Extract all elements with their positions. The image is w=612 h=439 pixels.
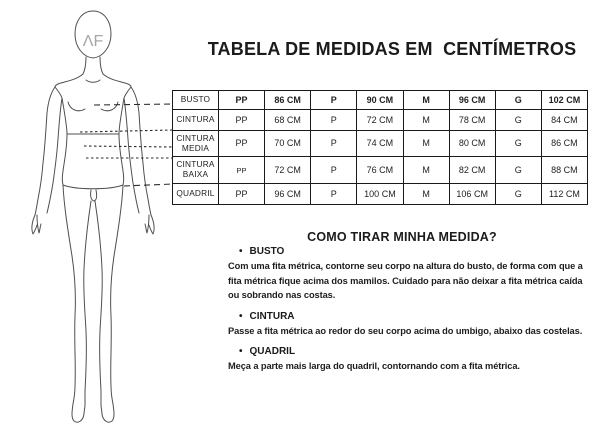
bust-measure-line	[94, 104, 173, 105]
size-value-cell: M	[403, 91, 449, 110]
size-value-cell: G	[495, 157, 541, 184]
size-value-cell: G	[495, 91, 541, 110]
hip-contour-line	[63, 185, 123, 189]
instruction-term-label: CINTURA	[249, 310, 295, 322]
right-leg	[95, 185, 123, 405]
instructions-heading: COMO TIRAR MINHA MEDIDA?	[307, 230, 497, 244]
size-value-cell: 84 CM	[541, 110, 587, 131]
torso-outline	[62, 98, 124, 185]
size-value-cell: 74 CM	[357, 131, 403, 157]
size-value-cell: 72 CM	[265, 157, 311, 184]
size-value-cell: 96 CM	[265, 184, 311, 205]
page-title: TABELA DE MEDIDAS EM CENTÍMETROS	[207, 39, 577, 59]
size-table-row	[173, 131, 588, 157]
measure-label-cell: CINTURA	[173, 110, 219, 131]
size-table-body	[173, 91, 588, 205]
size-value-cell: M	[403, 131, 449, 157]
right-foot	[101, 404, 114, 422]
instruction-text: Com uma fita métrica, contorne seu corpo na altura do busto, de forma com que a fita métrica fique acima dos mamilos. Cuidado para não deixar a fita métrica caída ou sobrando nas costas.	[228, 261, 583, 301]
brand-monogram: ΛF	[82, 33, 104, 50]
instructions-list	[228, 246, 584, 382]
measure-label-cell: CINTURA BAIXA	[173, 157, 219, 184]
left-hand	[32, 215, 41, 234]
size-table-row	[173, 184, 588, 205]
size-value-cell: M	[403, 184, 449, 205]
size-value-cell: M	[403, 157, 449, 184]
size-table-row	[173, 157, 588, 184]
size-value-cell: 68 CM	[265, 110, 311, 131]
size-value-cell: 86 CM	[265, 91, 311, 110]
bullet-icon: •	[239, 310, 243, 322]
size-value-cell: P	[311, 157, 357, 184]
size-value-cell: P	[311, 184, 357, 205]
measure-label-cell: BUSTO	[173, 91, 219, 110]
size-value-cell: G	[495, 131, 541, 157]
left-leg	[63, 185, 91, 405]
instruction-term	[228, 246, 584, 257]
size-value-cell: G	[495, 110, 541, 131]
size-value-cell: 70 CM	[265, 131, 311, 157]
bullet-icon: •	[239, 246, 243, 257]
size-value-cell: 102 CM	[541, 91, 587, 110]
instruction-term-label: BUSTO	[249, 246, 285, 257]
size-value-cell: 72 CM	[357, 110, 403, 131]
size-value-cell: 106 CM	[449, 184, 495, 205]
hip-measure-line	[124, 184, 173, 186]
size-value-cell: 96 CM	[449, 91, 495, 110]
size-value-cell: PP	[219, 184, 265, 205]
neck-lines	[83, 57, 103, 74]
size-value-cell: 76 CM	[357, 157, 403, 184]
instruction-item	[228, 311, 584, 339]
instruction-item	[228, 246, 584, 303]
instruction-term	[228, 346, 584, 357]
croquis-figure	[0, 0, 178, 439]
instruction-term	[228, 311, 584, 322]
bullet-icon: •	[239, 346, 243, 358]
instruction-text: Meça a parte mais larga do quadril, contornando com a fita métrica.	[228, 361, 520, 372]
size-value-cell: 112 CM	[541, 184, 587, 205]
size-value-cell: 100 CM	[357, 184, 403, 205]
instruction-text: Passe a fita métrica ao redor do seu corpo acima do umbigo, abaixo das costelas.	[228, 325, 583, 336]
size-value-cell: PP	[219, 157, 265, 184]
size-value-cell: PP	[219, 131, 265, 157]
left-arm	[35, 87, 62, 215]
size-table	[172, 90, 588, 205]
size-table-row	[173, 110, 588, 131]
crotch-line	[91, 190, 97, 201]
bust-curves	[68, 102, 118, 111]
size-value-cell: P	[311, 110, 357, 131]
size-value-cell: 82 CM	[449, 157, 495, 184]
size-value-cell: 78 CM	[449, 110, 495, 131]
size-value-cell: PP	[219, 91, 265, 110]
size-table-row	[173, 91, 588, 110]
instruction-item	[228, 346, 584, 374]
size-value-cell: P	[311, 91, 357, 110]
shoulder-lines	[55, 74, 131, 87]
right-arm	[124, 87, 151, 215]
measure-label-cell: QUADRIL	[173, 184, 219, 205]
size-value-cell: 80 CM	[449, 131, 495, 157]
size-value-cell: P	[311, 131, 357, 157]
size-value-cell: 88 CM	[541, 157, 587, 184]
size-value-cell: 86 CM	[541, 131, 587, 157]
waist-measure-line	[80, 130, 173, 132]
left-foot	[72, 404, 85, 422]
size-value-cell: PP	[219, 110, 265, 131]
measure-label-cell: CINTURA MEDIA	[173, 131, 219, 157]
size-value-cell: 90 CM	[357, 91, 403, 110]
size-value-cell: G	[495, 184, 541, 205]
size-value-cell: M	[403, 110, 449, 131]
right-hand	[145, 215, 154, 234]
instruction-term-label: QUADRIL	[249, 346, 296, 358]
